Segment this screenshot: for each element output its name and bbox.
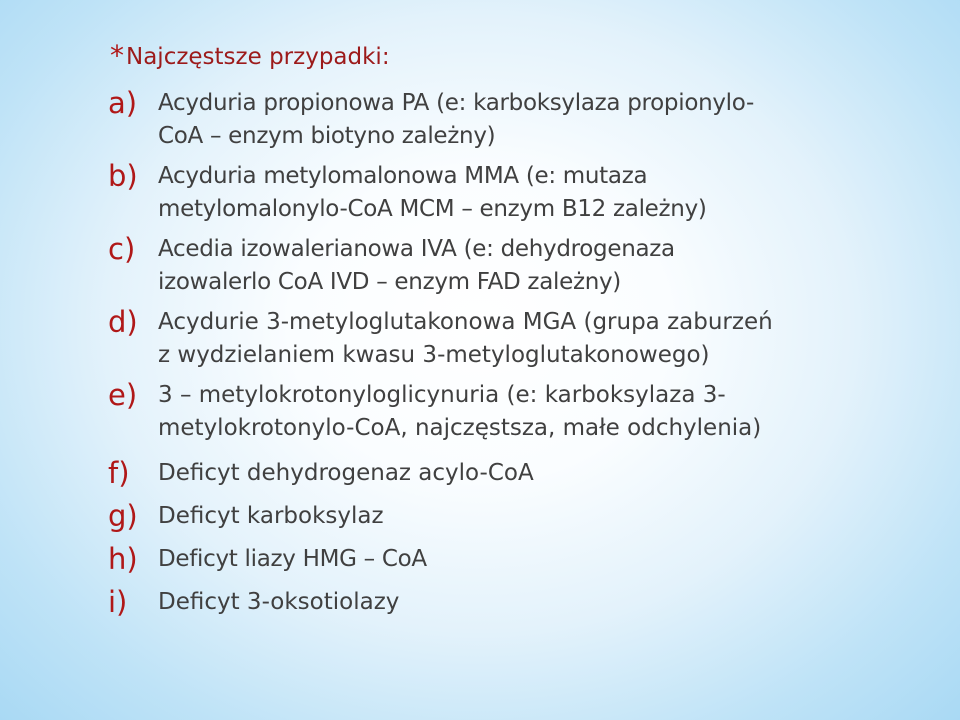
case-list <box>108 87 928 624</box>
slide-title: Najczęstsze przypadki: <box>126 44 390 70</box>
list-marker: g) <box>108 499 138 533</box>
list-marker: i) <box>108 585 128 619</box>
list-item-text: Acydurie 3-metyloglutakonowa MGA (grupa zaburzeń z wydzielaniem kwasu 3-metyloglutakonowego) <box>158 309 773 368</box>
list-item-g <box>108 495 928 538</box>
list-marker: h) <box>108 542 138 576</box>
list-item-text: Acedia izowalerianowa IVA (e: dehydrogenaza izowalerlo CoA IVD – enzym FAD zależny) <box>158 236 675 295</box>
list-marker: b) <box>108 159 138 193</box>
list-marker: c) <box>108 232 136 266</box>
list-item-text: Acyduria propionowa PA (e: karboksylaza propionylo- CoA – enzym biotyno zależny) <box>158 90 754 149</box>
list-item-text: Deficyt liazy HMG – CoA <box>158 546 427 572</box>
list-item-a <box>108 87 928 153</box>
list-item-text: Acyduria metylomalonowa MMA (e: mutaza metylomalonylo-CoA MCM – enzym B12 zależny) <box>158 163 707 222</box>
list-item-h <box>108 538 928 581</box>
list-marker: a) <box>108 86 138 120</box>
list-item-c <box>108 233 928 299</box>
star-bullet-icon: * <box>110 39 124 72</box>
list-item-text: Deficyt 3-oksotiolazy <box>158 589 400 615</box>
list-item-b <box>108 160 928 226</box>
list-marker: f) <box>108 456 130 490</box>
slide-heading <box>110 40 390 74</box>
list-item-text: Deficyt karboksylaz <box>158 503 384 529</box>
list-item-d <box>108 306 928 372</box>
list-item-f <box>108 452 928 495</box>
list-item-text: Deficyt dehydrogenaz acylo-CoA <box>158 460 534 486</box>
list-item-i <box>108 581 928 624</box>
list-item-text: 3 – metylokrotonyloglicynuria (e: karboksylaza 3- metylokrotonylo-CoA, najczęstsza, małe odchylenia) <box>158 382 762 441</box>
list-marker: e) <box>108 378 138 412</box>
list-marker: d) <box>108 305 138 339</box>
list-item-e <box>108 379 928 445</box>
